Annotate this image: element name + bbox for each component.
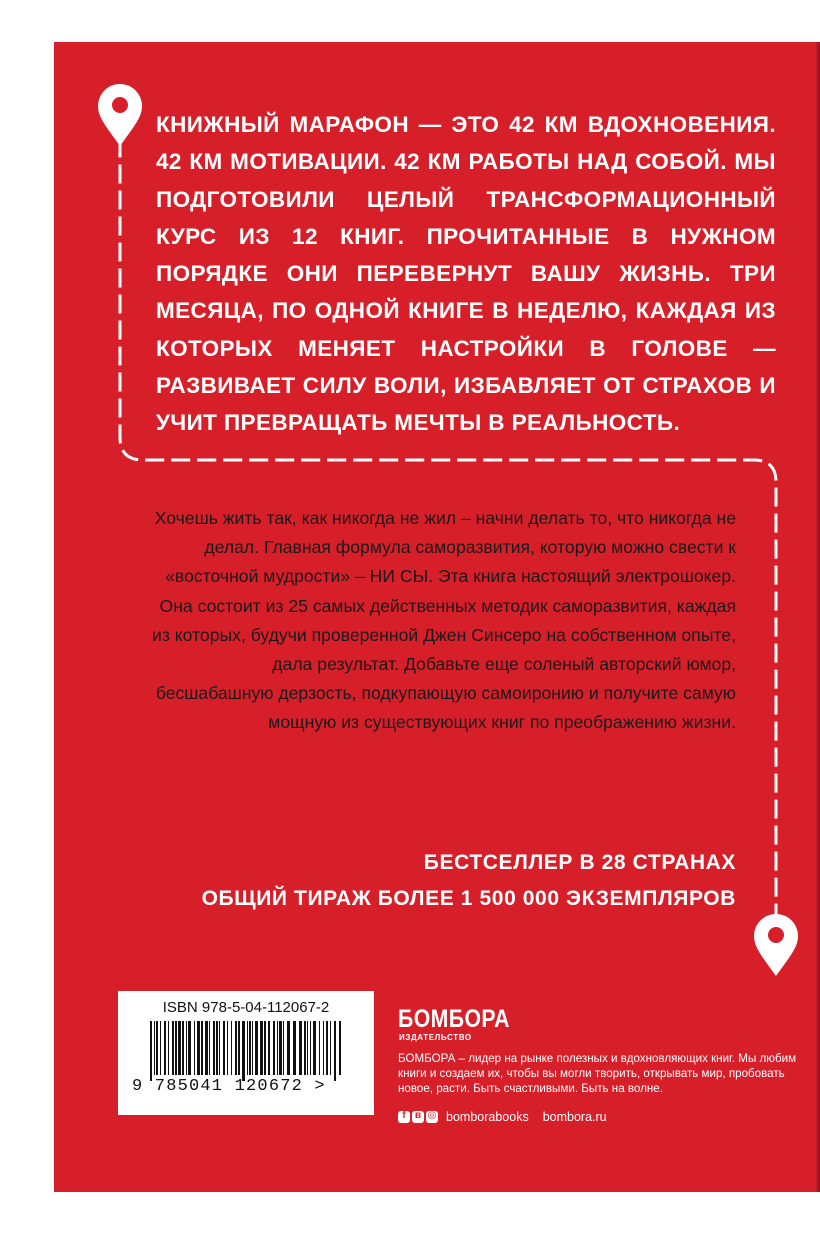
barcode-bar xyxy=(201,1021,203,1075)
map-pin-icon-bottom xyxy=(754,914,798,976)
barcode-bar xyxy=(283,1021,284,1075)
barcode-bar xyxy=(209,1021,210,1075)
book-back-cover xyxy=(54,42,820,1192)
barcode-digits: 9 785041 120672 > xyxy=(132,1077,326,1096)
barcode-bar xyxy=(323,1021,324,1075)
barcode-bar xyxy=(299,1021,302,1075)
barcode-bar xyxy=(205,1021,208,1075)
barcode-bar xyxy=(178,1021,181,1075)
book-description: Хочешь жить так, как никогда не жил – начни делать то, что никогда не делал. Главная формула саморазвития, которую можно свести к «восточной мудрости» – НИ СЫ. Эта книга настоящий электрошокер. Она состоит из 25 самых действенных методик саморазвития, каждая из которых, будучи проверенной Джен Синсеро на собственном опыте, дала результат. Добавьте еще соленый авторский юмор, бесшабашную дерзость, подкупающую самоиронию и получите самую мощную из существующих книг по преображению жизни. xyxy=(152,508,736,733)
barcode-bar xyxy=(330,1021,331,1075)
barcode-bar xyxy=(326,1021,328,1075)
barcode-bar xyxy=(249,1021,251,1075)
publisher-description: БОМБОРА – лидер на рынке полезных и вдохновляющих книг. Мы любим книги и создаем их, чтобы вы могли творить, открывать мир, пробовать новое, расти. Быть счастливыми. Быть на волне. xyxy=(398,1052,797,1096)
claim-circulation: ОБЩИЙ ТИРАЖ БОЛЕЕ 1 500 000 ЭКЗЕМПЛЯРОВ xyxy=(201,887,736,910)
publisher-subtitle: ИЗДАТЕЛЬСТВО xyxy=(399,1033,472,1042)
barcode-bar xyxy=(273,1021,275,1075)
barcode-bar xyxy=(264,1021,266,1075)
barcode-bar xyxy=(172,1021,174,1075)
barcode-bar xyxy=(160,1021,161,1075)
barcode-bar xyxy=(182,1021,184,1075)
barcode-bar xyxy=(334,1021,336,1081)
cover-edge-shadow xyxy=(815,42,820,1192)
isbn-label: ISBN 978-5-04-112067-2 xyxy=(162,999,330,1016)
bestseller-claims xyxy=(150,845,736,917)
barcode-bar xyxy=(186,1021,187,1075)
vk-icon: в xyxy=(412,1111,424,1123)
barcode-bar xyxy=(154,1021,155,1075)
barcode-bar xyxy=(223,1021,225,1075)
barcode-bar xyxy=(339,1021,341,1075)
intro-text: — ЭТО 42 КМ ВДОХНОВЕНИЯ. 42 КМ МОТИВАЦИИ. 42 КМ РАБОТЫ НАД СОБОЙ. МЫ ПОДГОТОВИЛИ ЦЕЛЫЙ ТРАНСФОРМАЦИОННЫЙ КУРС ИЗ 12 КНИГ. ПРОЧИТАННЫЕ В НУЖНОМ ПОРЯДКЕ ОНИ ПЕРЕВЕРНУТ ВАШУ ЖИЗНЬ. ТРИ МЕСЯЦА, ПО ОДНОЙ КНИГЕ В НЕДЕЛЮ, КАЖДАЯ ИЗ КОТОРЫХ МЕНЯЕТ НАСТРОЙКИ В ГОЛОВЕ — РАЗВИВАЕТ СИЛУ ВОЛИ, ИЗБАВЛЯЕТ ОТ СТРАХОВ И УЧИТ ПРЕВРАЩАТЬ МЕЧТЫ В РЕАЛЬНОСТЬ. xyxy=(156,112,777,436)
barcode-bar xyxy=(238,1021,240,1075)
claim-bestseller: БЕСТСЕЛЛЕР В 28 СТРАНАХ xyxy=(423,851,736,874)
instagram-icon: ◎ xyxy=(427,1110,437,1121)
barcode-bar xyxy=(260,1021,263,1075)
barcode-bar xyxy=(231,1021,232,1075)
barcode-icon xyxy=(150,1021,342,1081)
barcode-bar xyxy=(156,1021,158,1075)
social-handle: bomborabooks xyxy=(446,1110,529,1124)
publisher-social xyxy=(398,1110,607,1124)
barcode-bar xyxy=(252,1021,253,1075)
barcode-bar xyxy=(319,1021,320,1075)
barcode-bar xyxy=(150,1021,152,1081)
publisher-website: bombora.ru xyxy=(542,1110,607,1124)
barcode-bar xyxy=(197,1021,200,1075)
barcode-bar xyxy=(188,1021,191,1075)
map-pin-icon-top xyxy=(98,84,142,146)
barcode-bar xyxy=(219,1021,220,1075)
barcode-bar xyxy=(304,1021,306,1075)
barcode-bar xyxy=(175,1021,177,1075)
barcode-bar xyxy=(227,1021,228,1075)
barcode-bar xyxy=(213,1021,215,1075)
barcode-bar xyxy=(287,1021,290,1075)
barcode-bar xyxy=(235,1021,237,1075)
intro-lead: КНИЖНЫЙ МАРАФОН xyxy=(156,112,409,137)
publisher-logo: БОМБОРА xyxy=(398,1005,510,1033)
barcode-bar xyxy=(277,1021,278,1075)
barcode-bar xyxy=(168,1021,169,1075)
intro-paragraph xyxy=(156,106,776,442)
facebook-icon: f xyxy=(398,1111,410,1123)
barcode-bar xyxy=(255,1021,258,1075)
barcode-bar xyxy=(310,1021,311,1075)
barcode-bar xyxy=(216,1021,218,1075)
barcode-bar xyxy=(313,1021,316,1075)
barcode-bar xyxy=(164,1021,166,1075)
barcode-bar xyxy=(242,1021,245,1081)
barcode-bar xyxy=(194,1021,195,1075)
barcode-bar xyxy=(307,1021,308,1075)
isbn-barcode-box xyxy=(118,991,374,1115)
barcode-bar xyxy=(279,1021,282,1075)
barcode-bar xyxy=(247,1021,248,1075)
barcode-bar xyxy=(268,1021,270,1075)
barcode-bar xyxy=(293,1021,296,1075)
